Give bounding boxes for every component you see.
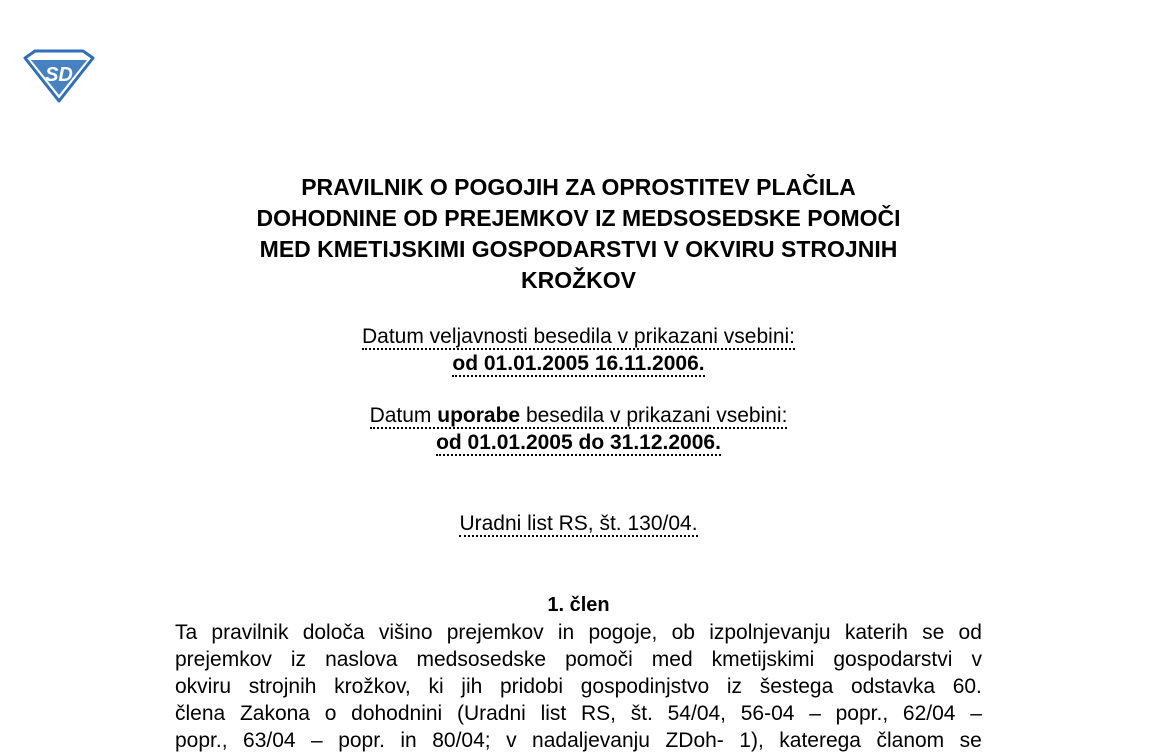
article-word: o (324, 702, 337, 725)
validity-value: od 01.01.2005 16.11.2006. (452, 352, 705, 375)
usage-label-start: Datum (369, 404, 438, 427)
article-word: med (651, 648, 693, 671)
usage-label (370, 404, 788, 429)
article-word: popr. (338, 729, 385, 752)
article-word: 80/04; (432, 729, 491, 752)
title-line: KROŽKOV (521, 267, 636, 293)
article-word: 62/04 (902, 702, 956, 725)
usage-label-emphasis: uporabe (437, 404, 521, 427)
article-word: pomoči (565, 648, 633, 671)
article-word: šestega (759, 675, 834, 698)
article-word: izpolnjevanju (709, 621, 831, 644)
article-line (175, 619, 982, 646)
article-word: višino (378, 621, 433, 644)
article-word: okviru (175, 675, 232, 698)
article-word: iz (290, 648, 307, 671)
article-word: – (970, 702, 982, 725)
article-word: nadaljevanju (532, 729, 650, 752)
gazette-text: Uradni list RS, št. 130/04. (459, 512, 698, 535)
article-line (175, 673, 982, 700)
article-word: in (400, 729, 417, 752)
title-line: DOHODNINE OD PREJEMKOV IZ MEDSOSEDSKE POMOČI (256, 205, 901, 231)
article-word: prejemkov (446, 621, 544, 644)
article-word: – (311, 729, 323, 752)
validity-label: Datum veljavnosti besedila v prikazani vsebini: (361, 325, 796, 348)
article-word: (Uradni (456, 702, 526, 725)
article-line (175, 700, 982, 727)
usage-block (0, 402, 1157, 456)
article-word: medsosedske (416, 648, 547, 671)
article-word: in (557, 621, 575, 644)
article-word: dohodnini (351, 702, 443, 725)
article-word: 63/04 (243, 729, 296, 752)
article-word: iz (726, 675, 743, 698)
usage-label-end: besedila v prikazani vsebini: (520, 404, 788, 427)
article-word: v (506, 729, 517, 752)
article-word: gospodarstvi (833, 648, 953, 671)
article-word: RS, (580, 702, 616, 725)
article-word: pravilnik (211, 621, 289, 644)
article-word: ZDoh- (665, 729, 724, 752)
article-word: katerega (779, 729, 861, 752)
validity-block (0, 323, 1157, 377)
article-word: Zakona (239, 702, 310, 725)
article-word: katerih (844, 621, 908, 644)
article-word: krožkov, (334, 675, 411, 698)
article-word: – (809, 702, 821, 725)
article-word: članom (876, 729, 945, 752)
article-word: naslova (325, 648, 398, 671)
article-word: 60. (952, 675, 982, 698)
article-word: ki (428, 675, 444, 698)
article-word: od (958, 621, 982, 644)
title-line: PRAVILNIK O POGOJIH ZA OPROSTITEV PLAČILA (301, 174, 856, 200)
article-word: v (971, 648, 982, 671)
article-word: št. (630, 702, 653, 725)
article-word: prejemkov (175, 648, 272, 671)
article-word: gospodinjstvo (580, 675, 710, 698)
article-word: 56-04 (740, 702, 795, 725)
article-word: strojnih (248, 675, 317, 698)
logo-lettering: SD (45, 64, 73, 86)
article-word: odstavka (850, 675, 936, 698)
gazette-reference (0, 510, 1157, 537)
logo-graphic (22, 48, 96, 104)
article-line (175, 727, 982, 754)
article-word: določa (302, 621, 365, 644)
article-word: 54/04, (667, 702, 727, 725)
article-body (175, 619, 982, 754)
article-word: 1), (739, 729, 764, 752)
article-word: se (959, 729, 982, 752)
article-heading: 1. člen (547, 594, 610, 616)
article-word: pridobi (500, 675, 564, 698)
article-word: člena (175, 702, 226, 725)
title-line: MED KMETIJSKIMI GOSPODARSTVI V OKVIRU STROJNIH (259, 236, 898, 262)
article-word: jih (461, 675, 483, 698)
article-word: se (922, 621, 945, 644)
article-line (175, 646, 982, 673)
sd-shield-logo-icon (22, 48, 96, 104)
article-word: ob (671, 621, 695, 644)
document-title (180, 172, 977, 296)
article-word: Ta (175, 621, 198, 644)
article-word: popr., (835, 702, 889, 725)
article-word: pogoje, (588, 621, 658, 644)
article-word: list (540, 702, 567, 725)
usage-value: od 01.01.2005 do 31.12.2006. (436, 431, 721, 454)
article-word: popr., (175, 729, 228, 752)
article-word: kmetijskimi (711, 648, 815, 671)
